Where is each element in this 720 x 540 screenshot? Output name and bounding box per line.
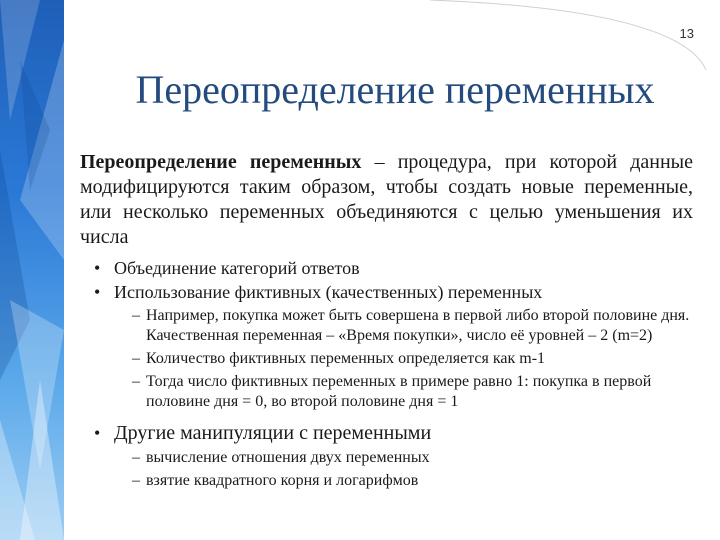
bullet-text: Использование фиктивных (качественных) переменных <box>114 282 543 302</box>
dash-icon: – <box>132 373 140 390</box>
page-number-arc <box>430 0 720 70</box>
slide-content <box>80 150 693 494</box>
slide-title: Переопределение переменных <box>135 67 655 112</box>
dash-icon: – <box>132 350 140 367</box>
sub-item-text: Тогда число фиктивных переменных в примере равно 1: покупка в первой половине дня = 0, во второй половине дня = 1 <box>146 373 652 410</box>
intro-definition: – процедура, при которой данные модифицируются таким образом, чтобы создать новые переменные, или несколько переменных объединяются с целью уменьшения их числа <box>80 151 693 248</box>
sub-list <box>114 306 693 412</box>
sub-item-text: Например, покупка может быть совершена в первой либо второй половине дня. Качественная переменная – «Время покупки», число её уровней – 2 (m=2) <box>146 307 690 344</box>
bullet-item <box>94 280 693 412</box>
sub-list <box>114 448 693 491</box>
sub-item <box>132 471 693 491</box>
bullet-item <box>94 256 693 280</box>
bullet-list <box>80 256 693 491</box>
sub-item-text: взятие квадратного корня и логарифмов <box>146 472 419 489</box>
sub-item <box>132 349 693 369</box>
bullet-item <box>94 420 693 491</box>
sub-item-text: Количество фиктивных переменных определяется как m-1 <box>146 350 546 367</box>
intro-paragraph <box>80 150 693 250</box>
bullet-icon: • <box>94 258 101 278</box>
bullet-icon: • <box>94 423 101 443</box>
dash-icon: – <box>132 307 140 324</box>
bullet-text: Другие манипуляции с переменными <box>114 422 432 444</box>
sub-item <box>132 372 693 412</box>
bullet-icon: • <box>94 282 101 302</box>
dash-icon: – <box>132 449 140 466</box>
decorative-side-band <box>0 0 64 540</box>
sub-item-text: вычисление отношения двух переменных <box>146 449 430 466</box>
dash-icon: – <box>132 472 140 489</box>
page-number: 13 <box>679 26 694 41</box>
sub-item <box>132 306 693 346</box>
bullet-text: Объединение категорий ответов <box>114 258 360 278</box>
crystal-pattern-graphic <box>0 0 64 540</box>
sub-item <box>132 448 693 468</box>
intro-term: Переопределение переменных <box>80 151 362 173</box>
